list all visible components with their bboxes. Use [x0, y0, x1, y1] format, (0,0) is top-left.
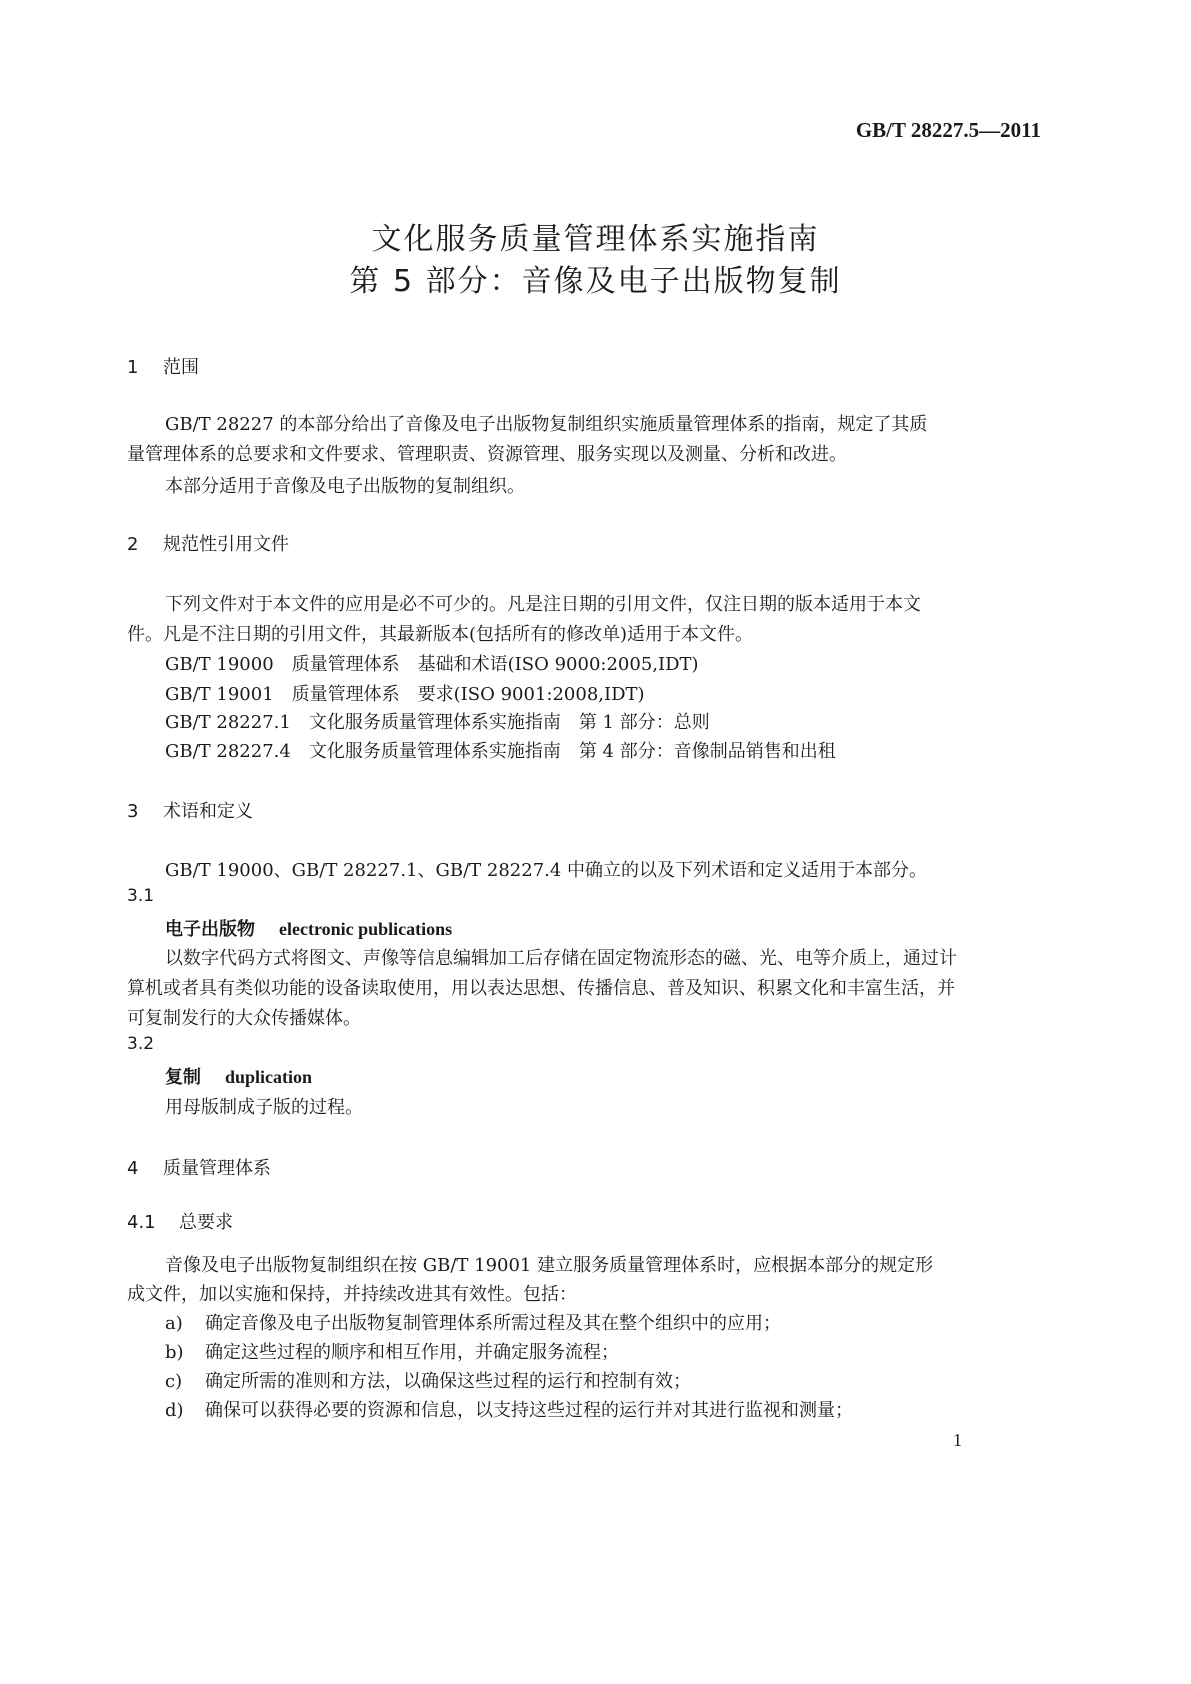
subsection-number: 4.1 — [127, 1212, 156, 1233]
section-title: 质量管理体系 — [163, 1158, 271, 1179]
reference-item: GB/T 19001 质量管理体系 要求(ISO 9001:2008,IDT) — [165, 684, 645, 705]
list-item — [165, 1367, 691, 1393]
term-heading — [165, 1063, 312, 1089]
paragraph-line: 件。凡是不注日期的引用文件，其最新版本(包括所有的修改单)适用于本文件。 — [127, 624, 754, 645]
list-item — [165, 1338, 619, 1364]
paragraph-line: 成文件，加以实施和保持，并持续改进其有效性。包括： — [127, 1284, 577, 1305]
definition-line: 算机或者具有类似功能的设备读取使用，用以表达思想、传播信息、普及知识、积累文化和丰富生活，并 — [127, 978, 955, 999]
paragraph: 本部分适用于音像及电子出版物的复制组织。 — [165, 476, 525, 497]
paragraph: GB/T 19000、GB/T 28227.1、GB/T 28227.4 中确立的以及下列术语和定义适用于本部分。 — [165, 860, 928, 881]
reference-item: GB/T 19000 质量管理体系 基础和术语(ISO 9000:2005,IDT) — [165, 654, 699, 675]
list-item — [165, 1309, 781, 1335]
subsection-4-1-heading — [127, 1208, 233, 1234]
term-heading — [165, 915, 452, 941]
paragraph-line: 量管理体系的总要求和文件要求、管理职责、资源管理、服务实现以及测量、分析和改进。 — [127, 444, 847, 465]
definition-line: 以数字代码方式将图文、声像等信息编辑加工后存储在固定物流形态的磁、光、电等介质上，通过计 — [165, 948, 957, 969]
paragraph-line: 下列文件对于本文件的应用是必不可少的。凡是注日期的引用文件，仅注日期的版本适用于本文 — [165, 594, 921, 615]
section-number: 2 — [127, 534, 139, 555]
list-item-text: 确定所需的准则和方法，以确保这些过程的运行和控制有效； — [205, 1371, 691, 1392]
list-item-text: 确保可以获得必要的资源和信息，以支持这些过程的运行并对其进行监视和测量； — [205, 1400, 853, 1421]
definition-line: 用母版制成子版的过程。 — [165, 1097, 363, 1118]
list-marker: a) — [165, 1313, 183, 1334]
section-3-heading — [127, 797, 253, 823]
section-2-heading — [127, 530, 289, 556]
section-number: 3 — [127, 801, 139, 822]
section-number: 4 — [127, 1158, 139, 1179]
reference-item: GB/T 28227.4 文化服务质量管理体系实施指南 第 4 部分：音像制品销售和出租 — [165, 741, 836, 762]
list-marker: d) — [165, 1400, 184, 1421]
term-chinese: 电子出版物 — [165, 919, 255, 940]
section-title: 规范性引用文件 — [163, 534, 289, 555]
term-english: electronic publications — [279, 919, 453, 939]
term-number: 3.1 — [127, 886, 155, 906]
section-number: 1 — [127, 357, 139, 378]
list-marker: c) — [165, 1371, 183, 1392]
list-item — [165, 1396, 853, 1422]
section-4-heading — [127, 1154, 271, 1180]
section-title: 范围 — [163, 357, 199, 378]
list-marker: b) — [165, 1342, 184, 1363]
list-item-text: 确定这些过程的顺序和相互作用，并确定服务流程； — [205, 1342, 619, 1363]
reference-item: GB/T 28227.1 文化服务质量管理体系实施指南 第 1 部分：总则 — [165, 712, 710, 733]
list-item-text: 确定音像及电子出版物复制管理体系所需过程及其在整个组织中的应用； — [205, 1313, 781, 1334]
paragraph-line: 音像及电子出版物复制组织在按 GB/T 19001 建立服务质量管理体系时，应根据本部分的规定形 — [165, 1255, 934, 1276]
section-title: 术语和定义 — [163, 801, 253, 822]
term-english: duplication — [225, 1067, 313, 1087]
term-number: 3.2 — [127, 1034, 155, 1054]
standard-code: GB/T 28227.5—2011 — [855, 118, 1041, 142]
definition-line: 可复制发行的大众传播媒体。 — [127, 1008, 361, 1029]
term-chinese: 复制 — [165, 1067, 201, 1088]
section-1-heading — [127, 353, 199, 379]
document-title: 文化服务质量管理体系实施指南 — [371, 222, 820, 257]
subsection-title: 总要求 — [179, 1212, 233, 1233]
page-number: 1 — [953, 1430, 962, 1450]
paragraph-line: GB/T 28227 的本部分给出了音像及电子出版物复制组织实施质量管理体系的指南，规定了其质 — [165, 414, 928, 435]
document-subtitle: 第 5 部分：音像及电子出版物复制 — [349, 264, 842, 299]
